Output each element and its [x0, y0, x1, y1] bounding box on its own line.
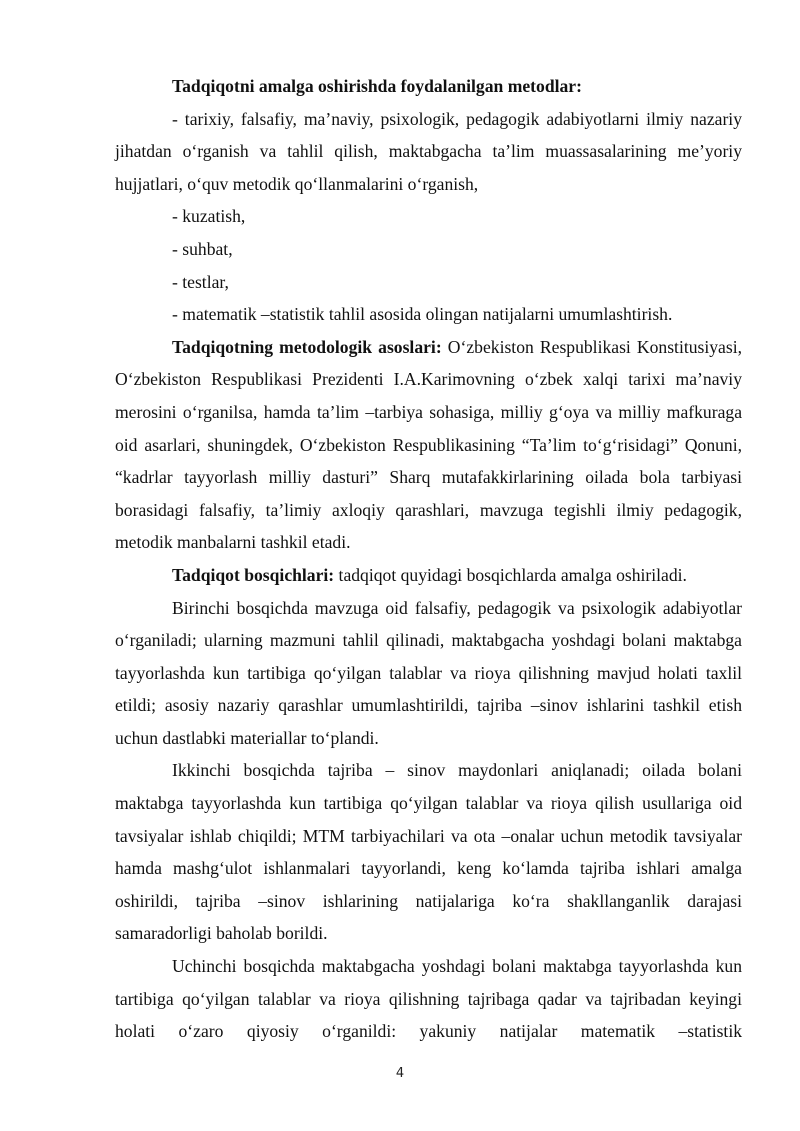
methods-heading: Tadqiqotni amalga oshirishda foydalanilgan metodlar: [172, 76, 582, 96]
methodology-paragraph [115, 331, 742, 559]
stage-second-paragraph: Ikkinchi bosqichda tajriba – sinov maydonlari aniqlanadi; oilada bolani maktabga tayyorlashda kun tartibiga qo‘yilgan talablar va rioya qilish usullariga oid tavsiyalar ishlab chiqildi; MTM tarbiyachilari va ota –onalar uchun metodik tavsiyalar hamda mashg‘ulot ishlanmalari tayyorlandi, keng ko‘lamda tajriba ishlari amalga oshirildi, tajriba –sinov ishlarining natijalariga ko‘ra shakllanganlik darajasi samaradorligi baholab borildi. [115, 760, 742, 944]
stages-heading: Tadqiqot bosqichlari: [172, 564, 335, 585]
page-number: 4 [395, 1066, 405, 1081]
stage-first-paragraph: Birinchi bosqichda mavzuga oid falsafiy, pedagogik va psixologik adabiyotlar o‘rganiladi; ularning mazmuni tahlil qilinadi, maktabgacha yoshdagi bolani maktabga tayyorlashda kun tartibiga qo‘yilgan talablar va rioya qilishning mavjud holati taxlil etildi; asosiy nazariy qarashlar umumlashtirildi, tajriba –sinov ishlarini tashkil etish uchun dastlabki materiallar to‘plandi. [115, 597, 742, 748]
methods-item-statistics: - matematik –statistik tahlil asosida olingan natijalarni umumlashtirish. [172, 304, 673, 325]
methods-item-tests: - testlar, [172, 271, 229, 292]
stage-third-paragraph: Uchinchi bosqichda maktabgacha yoshdagi bolani maktabga tayyorlashda kun tartibiga qo‘yilgan talablar va rioya qilishning tajribaga qadar va tajribadan keyingi holati o‘zaro qiyosiy o‘rganildi: yakuniy natijalar matematik –statistik [115, 956, 742, 1042]
methods-item-observation: - kuzatish, [172, 206, 246, 227]
stages-intro-text: tadqiqot quyidagi bosqichlarda amalga oshiriladi. [334, 564, 687, 585]
methods-item-interview: - suhbat, [172, 238, 233, 259]
methodology-text: O‘zbekiston Respublikasi Konstitusiyasi, O‘zbekiston Respublikasi Prezidenti I.A.Karimovning o‘zbek xalqi tarixi ma’naviy merosini o‘rganilsa, hamda ta’lim –tarbiya sohasiga, milliy g‘oya va milliy mafkuraga oid asarlari, shuningdek, O‘zbekiston Respublikasining “Ta’lim to‘g‘risidagi” Qonuni, “kadrlar tayyorlash milliy dasturi” Sharq mutafakkirlarining oilada bola tarbiyasi borasidagi falsafiy, ta’limiy axloqiy qarashlari, mavzuga tegishli ilmiy pedagogik, metodik manbalarni tashkil etadi. [115, 336, 742, 553]
methodology-heading: Tadqiqotning metodologik asoslari: [172, 336, 442, 357]
stages-paragraph [115, 559, 742, 592]
document-body [115, 70, 742, 1048]
methods-item-literature: - tarixiy, falsafiy, ma’naviy, psixologik, pedagogik adabiyotlarni ilmiy nazariy jihatdan o‘rganish va tahlil qilish, maktabgacha ta’lim muassasalarining me’yoriy hujjatlari, o‘quv metodik qo‘llanmalarini o‘rganish, [115, 108, 742, 194]
